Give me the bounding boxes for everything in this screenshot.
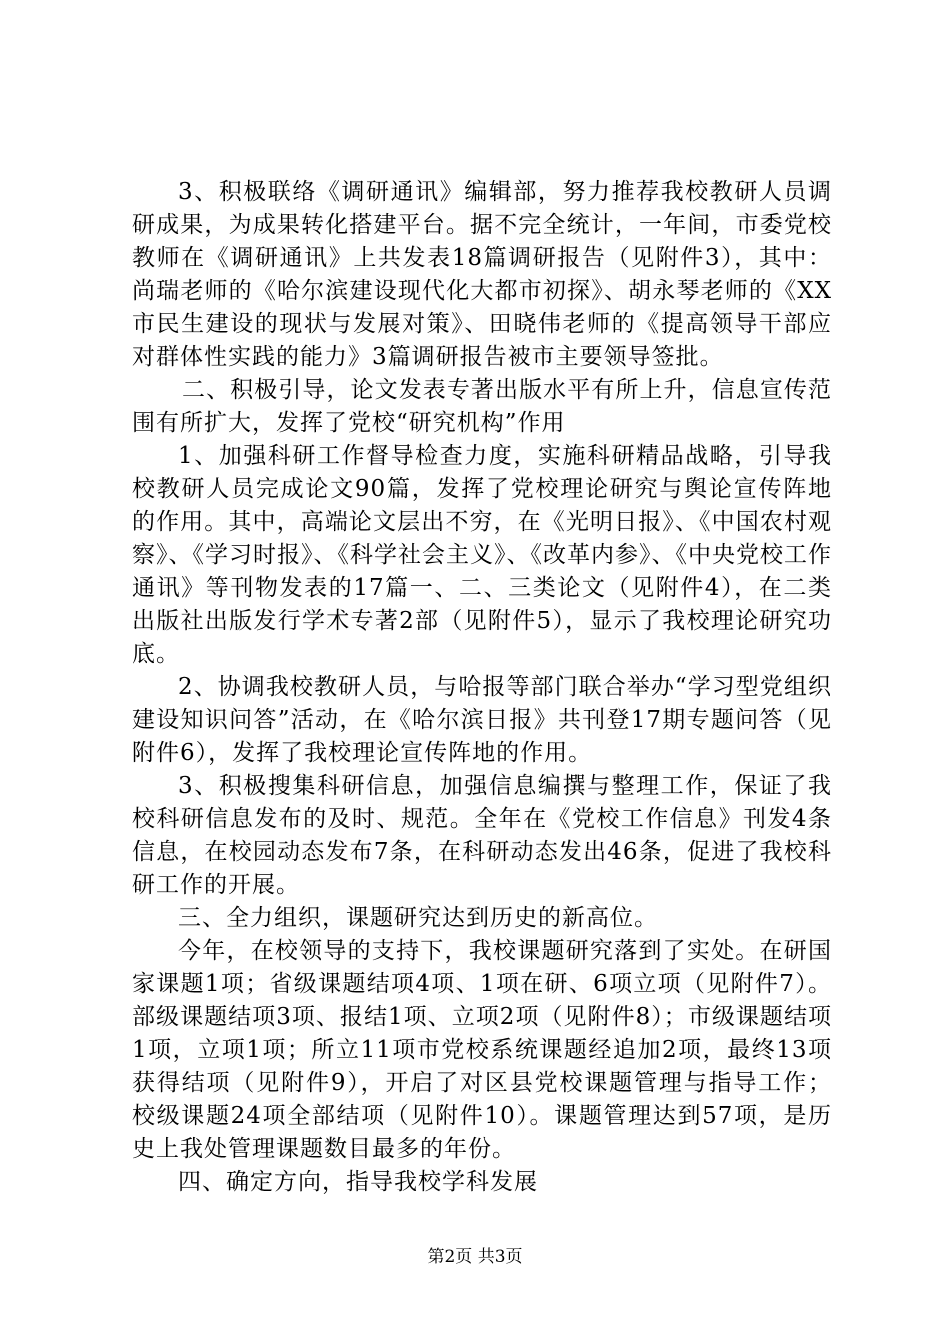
paragraph-projects: 今年，在校领导的支持下，我校课题研究落到了实处。在研国家课题1项；省级课题结项4项、1项在研、6项立项（见附件7）。部级课题结项3项、报结1项、立项2项（见附件8）；市级课题结项1项，立项1项；所立11项市党校系统课题经追加2项，最终13项获得结项（见附件9），开启了对区县党校课题管理与指导工作；校级课题24项全部结项（见附件10）。课题管理达到57项，是历史上我处管理课题数目最多的年份。 xyxy=(132,938,832,1162)
paragraph-research-newsletter: 3、积极联络《调研通讯》编辑部，努力推荐我校教研人员调研成果，为成果转化搭建平台。据不完全统计，一年间，市委党校教师在《调研通讯》上共发表18篇调研报告（见附件3），其中：尚瑞老师的《哈尔滨建设现代化大都市初探》、胡永琴老师的《XX市民生建设的现状与发展对策》、田晓伟老师的《提高领导干部应对群体性实践的能力》3篇调研报告被市主要领导签批。 xyxy=(132,179,832,370)
paragraph-research-info: 3、积极搜集科研信息，加强信息编撰与整理工作，保证了我校科研信息发布的及时、规范。全年在《党校工作信息》刊发4条信息，在校园动态发布7条，在科研动态发出46条，促进了我校科研工作的开展。 xyxy=(132,773,832,898)
page-footer xyxy=(0,1246,950,1268)
document-body xyxy=(132,176,832,1199)
paragraph-papers: 1、加强科研工作督导检查力度，实施科研精品战略，引导我校教研人员完成论文90篇，发挥了党校理论研究与舆论宣传阵地的作用。其中，高端论文层出不穷，在《光明日报》、《中国农村观察》、《学习时报》、《科学社会主义》、《改革内参》、《中央党校工作通讯》等刊物发表的17篇一、二、三类论文（见附件4），在二类出版社出版发行学术专著2部（见附件5），显示了我校理论研究功底。 xyxy=(132,443,832,667)
page-number-label: 第2页 共3页 xyxy=(427,1247,523,1267)
section-heading-four: 四、确定方向，指导我校学科发展 xyxy=(178,1169,538,1195)
section-heading-two: 二、积极引导，论文发表专著出版水平有所上升，信息宣传范围有所扩大，发挥了党校“研究机构”作用 xyxy=(132,377,832,436)
paragraph-quiz-activity: 2、协调我校教研人员，与哈报等部门联合举办“学习型党组织建设知识问答”活动，在《哈尔滨日报》共刊登17期专题问答（见附件6），发挥了我校理论宣传阵地的作用。 xyxy=(132,674,832,766)
section-heading-three: 三、全力组织，课题研究达到历史的新高位。 xyxy=(178,905,658,931)
